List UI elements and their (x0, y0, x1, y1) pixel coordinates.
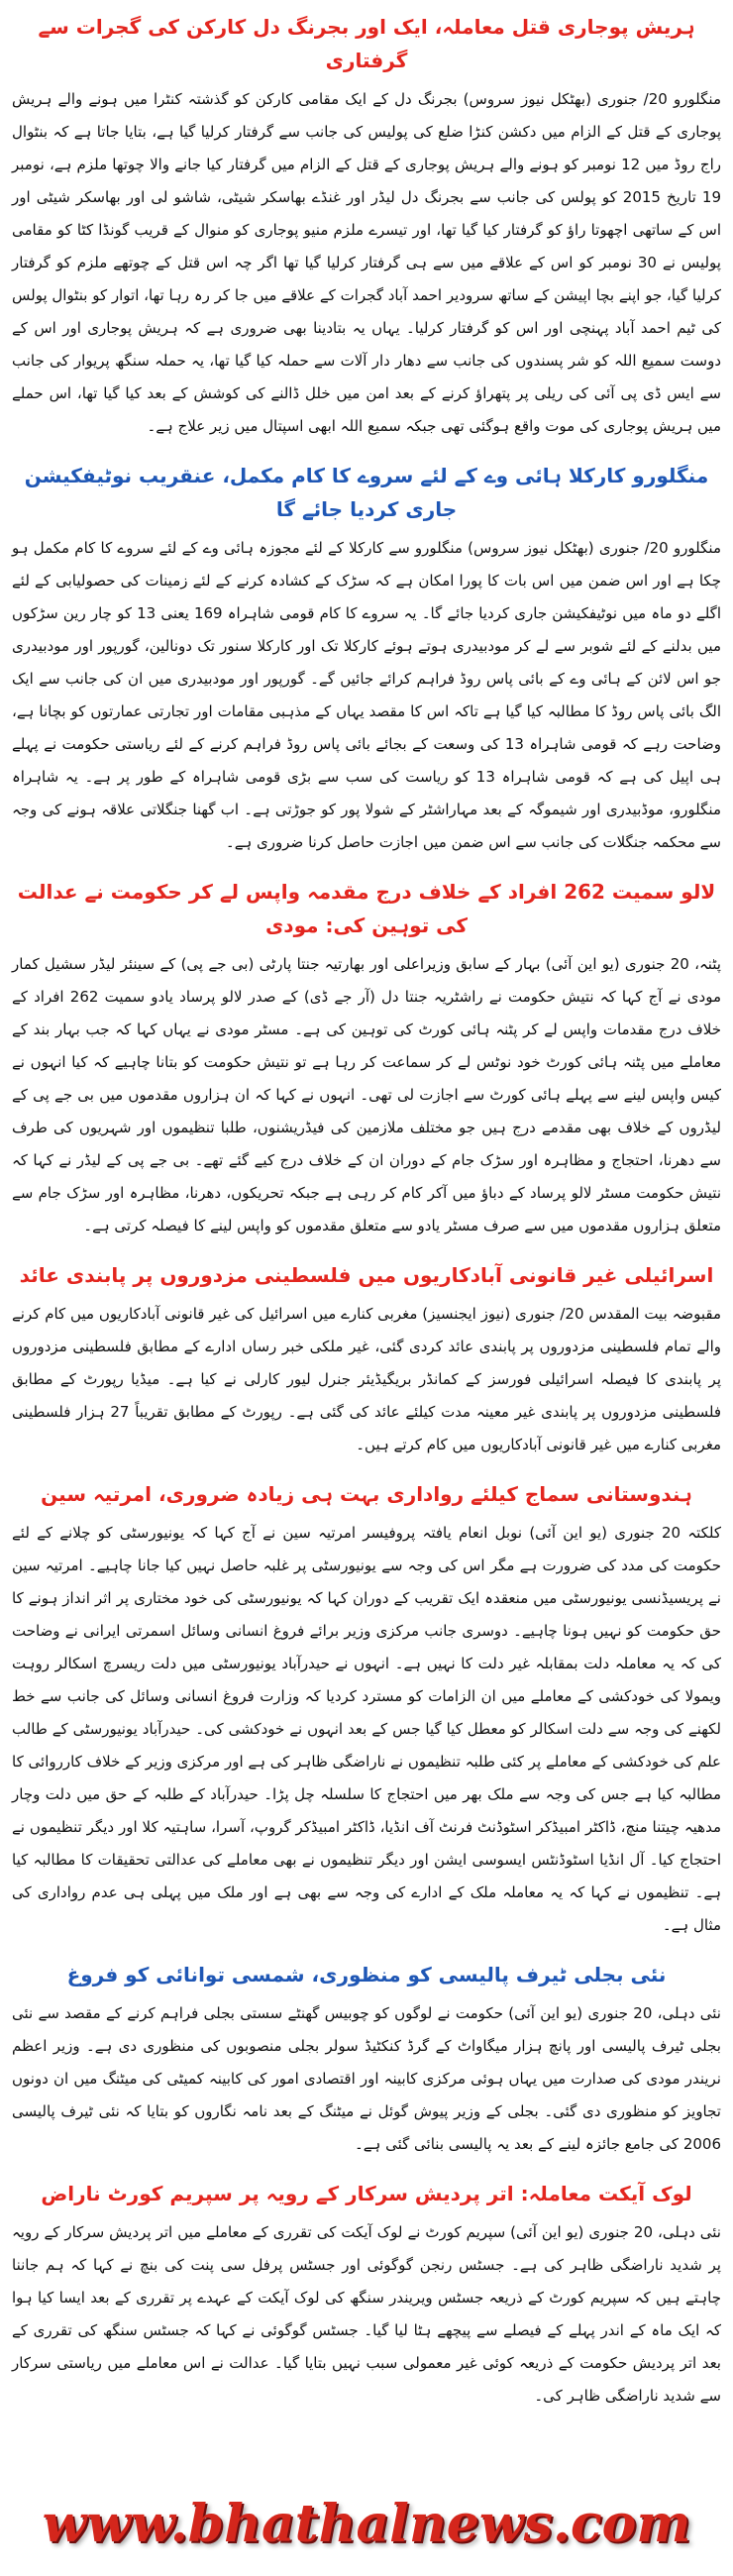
site-url-watermark: www.bhathalnews.com (42, 2494, 691, 2554)
article-headline: ہندوستانی سماج کیلئے رواداری بہت ہی زیادہ ضروری، امرتیہ سین (41, 1482, 692, 1506)
article-body: نئی دہلی، 20 جنوری (یو این آئی) سپریم کورٹ نے لوک آیکت کی تقرری کے معاملے میں اتر پردیش سرکار کے رویہ پر شدید ناراضگی ظاہر کی ہے۔ جسٹس رنجن گوگوئی اور جسٹس پرفل سی پنت کی بنچ نے کہا کہ ہم جاننا چاہتے ہیں کہ سپریم کورٹ کے ذریعہ جسٹس ویریندر سنگھ کی لوک آیکت کے عہدے پر تقرری کے بعد ایسا کیا ہوا کہ ایک ماہ کے اندر پہلے کے فیصلے سے پیچھے ہٹا لیا گیا۔ جسٹس گوگوئی نے کہا کہ جسٹس سنگھ کی تقرری کے بعد اتر پردیش حکومت کے ذریعہ کوئی غیر معمولی سبب نہیں بتایا گیا۔ عدالت نے اس معاملے میں ریاستی سرکار سے شدید ناراضگی ظاہر کی۔ (12, 2223, 721, 2405)
news-article (12, 2177, 721, 2413)
article-headline: اسرائیلی غیر قانونی آبادکاریوں میں فلسطینی مزدوروں پر پابندی عائد (19, 1263, 714, 1287)
article-headline: ہریش پوجاری قتل معاملہ، ایک اور بجرنگ دل کارکن کی گجرات سے گرفتاری (38, 15, 695, 72)
article-headline: لوک آیکت معاملہ: اتر پردیش سرکار کے رویہ پر سپریم کورٹ ناراض (41, 2182, 692, 2205)
article-body: منگلورو 20/ جنوری (بھٹکل نیوز سروس) بجرنگ دل کے ایک مقامی کارکن کو گذشتہ کنٹرا میں ہونے والے ہریش پوجاری کے قتل کے الزام میں دکشن کنڑا ضلع کی پولیس کی جانب سے گرفتار کرلیا گیا ہے، بتایا جاتا ہے کہ بنٹوال راج روڈ میں 12 نومبر کو ہونے والے ہریش پوجاری کے قتل کے الزام میں گرفتار کیا جانے والا چوتھا ملزم ہے، نومبر 19 تاریخ 2015 کو پولس کی جانب سے بجرنگ دل لیڈر اور غنڈے بھاسکر شیٹی، شاشو لی اور بھاسکر شیٹی اور اس کے ساتھی اچھوتا راؤ کو گرفتار کیا گیا تھا، اور تیسرے ملزم منیو پوجاری کو منوال کے قریب گونڈا کٹا کو مقامی پولیس نے 30 نومبر کو اس کے علاقے میں سے ہی گرفتار کرلیا گیا تھا اگر چہ اس قتل کے چوتھے ملزم کو گرفتار کرلیا گیا، جو اپنے بچا اپیشن کے ساتھ سرودیر احمد آباد گجرات کے علاقے میں جا کر رہ رہا تھا، اتوار کو بنٹوال پولس کی ٹیم احمد آباد پہنچی اور اس کو گرفتار کرلیا۔ یہاں یہ بتادینا بھی ضروری ہے کہ ہریش پوجاری اور اس کے دوست سمیع اللہ کو شر پسندوں کی جانب سے دھار دار آلات سے حملہ کیا گیا تھا، یہ حملہ سنگھ پریوار کی جانب سے ایس ڈی پی آئی کی ریلی پر پتھراؤ کرنے کے بعد امن میں خلل ڈالنے کی کوشش کے بعد کیا گیا تھا، اس حملے میں ہریش پوجاری کی موت واقع ہوگئی تھی جبکہ سمیع اللہ ابھی اسپتال میں زیر علاج ہے۔ (12, 90, 721, 435)
article-headline: منگلورو کارکلا ہائی وے کے لئے سروے کا کام مکمل، عنقریب نوٹیفکیشن جاری کردیا جائے گا (24, 464, 709, 521)
article-body: مقبوضہ بیت المقدس 20/ جنوری (نیوز ایجنسیز) مغربی کنارے میں اسرائیل کی غیر قانونی آبادکاریوں میں کام کرنے والے تمام فلسطینی مزدوروں پر پابندی عائد کردی گئی، غیر ملکی خبر رساں ادارے کے مطابق فلسطینی مزدوروں پر پابندی کا فیصلہ اسرائیلی فورسز کے کمانڈر بریگیڈیئر جنرل لیور کارلی نے کیا ہے۔ میڈیا رپورٹ کے مطابق فلسطینی مزدوروں پر پابندی غیر معینہ مدت کیلئے عائد کی گئی ہے۔ رپورٹ کے مطابق تقریباً 27 ہزار فلسطینی مغربی کنارے میں غیر قانونی آبادکاریوں میں کام کرتے ہیں۔ (12, 1305, 722, 1453)
article-body: منگلورو 20/ جنوری (بھٹکل نیوز سروس) منگلورو سے کارکلا کے لئے مجوزہ ہائی وے کے لئے سروے کا کام مکمل ہو چکا ہے اور اس ضمن میں اس بات کا پورا امکان ہے کہ سڑک کے کشادہ کرنے کے لئے زمینات کی حصولیابی کے لئے اگلے دو ماہ میں نوٹیفکیشن جاری کردیا جائے گا۔ یہ سروے کا کام قومی شاہراہ 169 یعنی 13 کو چار رین سڑکوں میں بدلنے کے لئے شوبر سے لے کر مودبیدری ہوتے ہوئے کارکلا تک اور کارکلا سنور تک دونالین، گورپور اور مودبیدری جو اس لائن کے ہائی وے کے بائی پاس روڈ فراہم کرائے جائیں گے۔ گورپور اور مودبیدری میں ان کی جانب سے ایک الگ بائی پاس روڈ کا مطالبہ کیا گیا ہے تاکہ اس کا مقصد یہاں کے مذہبی مقامات اور تجارتی عمارتوں کو بچانا ہے، وضاحت رہے کہ قومی شاہراہ 13 کی وسعت کے بجائے بائی پاس روڈ فراہم کرنے کے لئے ریاستی حکومت نے پہلے ہی اپیل کی ہے کہ قومی شاہراہ 13 کو ریاست کی سب سے بڑی قومی شاہراہ کے طور پر ہے۔ یہ شاہراہ منگلورو، موڈبیدری اور شیموگہ کے بعد مہاراشٹر کے شولا پور کو جوڑتی ہے۔ اب گھنا جنگلاتی علاقہ ہونے کی وجہ سے محکمہ جنگلات کی جانب سے اس ضمن میں اجازت حاصل کرنا ضروری ہے۔ (12, 539, 722, 851)
news-article (12, 1258, 721, 1461)
news-article (12, 459, 721, 859)
article-headline: لالو سمیت 262 افراد کے خلاف درج مقدمہ واپس لے کر حکومت نے عدالت کی توہین کی: مودی (17, 880, 716, 937)
article-body: کلکتہ 20 جنوری (یو این آئی) نوبل انعام یافتہ پروفیسر امرتیہ سین نے آج کہا کہ یونیورسٹی کو چلانے کے لئے حکومت کی مدد کی ضرورت ہے مگر اس کی وجہ سے یونیورسٹی پر غلبہ حاصل نہیں کیا جانا چاہیے۔ امرتیہ سین نے پریسیڈنسی یونیورسٹی میں منعقدہ ایک تقریب کے دوران کہا کہ یونیورسٹی کی خود مختاری پر اثر انداز ہونے کا حق حکومت کو نہیں ہونا چاہیے۔ دوسری جانب مرکزی وزیر برائے فروغ انسانی وسائل اسمرتی ایرانی نے وضاحت کی کہ یہ معاملہ دلت بمقابلہ غیر دلت کا نہیں ہے۔ انہوں نے حیدرآباد یونیورسٹی میں دلت ریسرچ اسکالر روہت ویمولا کی خودکشی کے معاملے میں ان الزامات کو مسترد کردیا کہ وزارت فروغ انسانی وسائل کی جانب سے خط لکھنے کی وجہ سے دلت اسکالر کو معطل کیا گیا جس کے بعد انہوں نے خودکشی کی۔ حیدرآباد یونیورسٹی کے طالب علم کی خودکشی کے معاملے پر کئی طلبہ تنظیموں نے ناراضگی ظاہر کی ہے اور مرکزی وزیر کے خلاف کارروائی کا مطالبہ کیا ہے جس کی وجہ سے ملک بھر میں احتجاج کا سلسلہ چل پڑا۔ حیدرآباد کے طلبہ کے حق میں دلت وچار مدھیہ چیتنا منچ، ڈاکٹر امبیڈکر اسٹوڈنٹ فرنٹ آف انڈیا، ڈاکٹر امبیڈکر گروپ، آسرا، ساہتیہ کلا اور دیگر تنظیموں نے احتجاج کیا۔ آل انڈیا اسٹوڈنٹس ایسوسی ایشن اور دیگر تنظیموں نے بھی معاملے کی عدالتی تحقیقات کا مطالبہ کیا ہے۔ تنظیموں نے کہا کہ یہ معاملہ ملک کے ادارے کی وجہ سے بھی ہے اور ملک میں پہلی ہی عدم رواداری کی مثال ہے۔ (12, 1524, 721, 1934)
news-article (12, 1958, 721, 2161)
article-body: پٹنہ، 20 جنوری (یو این آئی) بہار کے سابق وزیراعلی اور بھارتیہ جنتا پارٹی (بی جے پی) کے سینئر لیڈر سشیل کمار مودی نے آج کہا کہ نتیش حکومت نے راشٹریہ جنتا دل (آر جے ڈی) کے صدر لالو پرساد یادو سمیت 262 افراد کے خلاف درج مقدمات واپس لے کر پٹنہ ہائی کورٹ کی توہین کی ہے۔ مسٹر مودی نے یہاں کہا کہ جب بہار بند کے معاملے میں پٹنہ ہائی کورٹ خود نوٹس لے کر سماعت کر رہا ہے تو نتیش حکومت کو بتانا چاہیے کہ کیا انہوں نے کیس واپس لینے سے پہلے ہائی کورٹ سے اجازت لی تھی۔ انہوں نے کہا کہ ان ہزاروں مقدموں میں بی جے پی کے لیڈروں کے خلاف بھی مقدمے درج ہیں جو مختلف ملازمین کی فیڈریشنوں، طلبا تنظیموں اور شہریوں کی طرف سے دھرنا، احتجاج و مظاہرہ اور سڑک جام کے دوران ان کے خلاف درج کیے گئے تھے۔ بی جے پی کے لیڈر نے کہا کہ نتیش حکومت مسٹر لالو پرساد کے دباؤ میں آکر کام کر رہی ہے جبکہ تحریکوں، دھرنا، مظاہرہ اور سڑک جام سے متعلق ہزاروں مقدموں میں سے صرف مسٹر یادو سے متعلق مقدموں کو واپس لینے کا فیصلہ کرتی ہے۔ (12, 955, 721, 1234)
news-article (12, 875, 721, 1242)
article-body: نئی دہلی، 20 جنوری (یو این آئی) حکومت نے لوگوں کو چوبیس گھنٹے سستی بجلی فراہم کرنے کے مقصد سے نئی بجلی ٹیرف پالیسی اور پانچ ہزار میگاواٹ کے گرڈ کنکٹیڈ سولر بجلی منصوبوں کی منظوری دی ہے۔ وزیر اعظم نریندر مودی کی صدارت میں یہاں ہوئی مرکزی کابینہ اور اقتصادی امور کی کابینہ کمیٹی کی میٹنگ میں ان دونوں تجاویز کو منظوری دی گئی۔ بجلی کے وزیر پیوش گوئل نے میٹنگ کے بعد نامہ نگاروں کو بتایا کہ نئی ٹیرف پالیسی 2006 کی جامع جائزہ لینے کے بعد یہ پالیسی بنائی گئی ہے۔ (12, 2004, 721, 2153)
news-article (12, 10, 721, 443)
article-headline: نئی بجلی ٹیرف پالیسی کو منظوری، شمسی توانائی کو فروغ (66, 1963, 667, 1986)
news-article (12, 1477, 721, 1942)
site-footer (0, 2485, 733, 2564)
